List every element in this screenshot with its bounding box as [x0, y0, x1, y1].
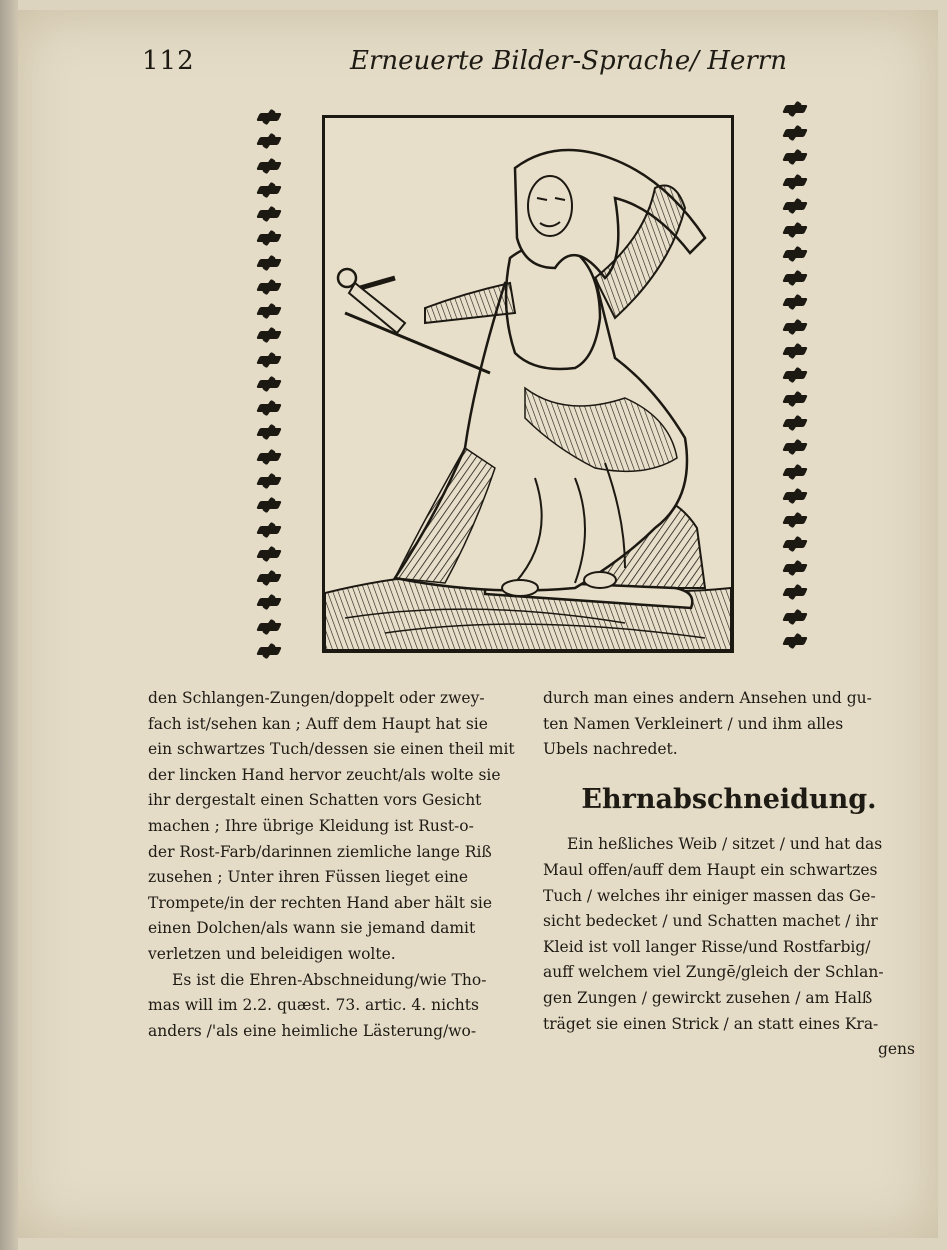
paragraph-definition — [148, 968, 520, 1045]
text-line: Es ist die Ehren-Abschneidung/wie Tho- — [172, 970, 487, 989]
text-line: den Schlangen-Zungen/doppelt oder zwey- — [148, 689, 485, 707]
ornament-icon — [782, 583, 808, 601]
ornament-icon — [782, 148, 808, 166]
ornament-icon — [782, 487, 808, 505]
ornament-icon — [782, 293, 808, 311]
text-line: Kleid ist voll langer Risse/und Rostfarbig/ — [543, 937, 871, 956]
catchword: gens — [877, 1040, 915, 1059]
ornament-icon — [256, 278, 282, 296]
ornament-icon — [256, 448, 282, 466]
text-line: ihr dergestalt einen Schatten vors Gesicht — [148, 791, 482, 810]
text-line: ein schwartzes Tuch/dessen sie einen theil mit — [148, 740, 515, 759]
ornament-icon — [256, 229, 282, 247]
ornament-icon — [782, 221, 808, 239]
ornament-icon — [782, 414, 808, 432]
ornament-icon — [256, 181, 282, 199]
ornament-icon — [782, 124, 808, 142]
ornament-icon — [256, 351, 282, 369]
text-line: fach ist/sehen kan ; Auff dem Haupt hat sie — [148, 714, 488, 733]
ornament-icon — [782, 173, 808, 191]
ornament-icon — [256, 618, 282, 636]
text-line: zusehen ; Unter ihren Füssen lieget eine — [148, 868, 469, 887]
paragraph-description — [148, 686, 520, 968]
ornament-icon — [256, 423, 282, 441]
text-line: der Rost-Farb/darinnen ziemliche lange Riß — [148, 842, 492, 861]
text-column-left — [148, 686, 520, 1044]
ornament-icon — [782, 342, 808, 360]
ornament-icon — [782, 608, 808, 626]
text-line: durch man eines andern Ansehen und gu- — [543, 689, 872, 707]
ornament-icon — [256, 521, 282, 539]
ornament-icon — [256, 399, 282, 417]
ornament-icon — [256, 593, 282, 611]
text-line: mas will im 2.2. quæst. 73. artic. 4. nichts — [148, 996, 479, 1015]
page-edge — [0, 0, 18, 1250]
ornament-icon — [256, 302, 282, 320]
ornament-icon — [256, 375, 282, 393]
text-line: ten Namen Verkleinert / und ihm alles — [543, 714, 844, 733]
ornament-icon — [782, 197, 808, 215]
ornament-icon — [782, 100, 808, 118]
ornament-icon — [782, 632, 808, 650]
ornament-icon — [256, 108, 282, 126]
ornament-icon — [782, 438, 808, 456]
page-number: 112 — [142, 46, 195, 76]
ornament-icon — [782, 559, 808, 577]
ornament-icon — [256, 545, 282, 563]
paragraph-ehrnabschneidung — [543, 832, 915, 1062]
text-line: gen Zungen / gewirckt zusehen / am Halß — [543, 988, 873, 1007]
ornament-icon — [256, 569, 282, 587]
ornament-icon — [256, 496, 282, 514]
ornament-icon — [256, 132, 282, 150]
text-line: auff welchem viel Zungē/gleich der Schlan- — [543, 963, 884, 982]
ornamental-border-left — [252, 108, 286, 660]
text-line: anders /'als eine heimliche Lästerung/wo- — [148, 1021, 477, 1040]
section-heading: Ehrnabschneidung. — [581, 783, 877, 815]
ornament-icon — [256, 326, 282, 344]
text-line: Maul offen/auff dem Haupt ein schwartzes — [543, 860, 878, 879]
text-line: Tuch / welches ihr einiger massen das Ge- — [543, 886, 876, 905]
text-line: Ein heßliches Weib / sitzet / und hat das — [567, 835, 883, 854]
ornamental-border-right — [778, 100, 812, 650]
running-title: Erneuerte Bilder-Sprache/ Herrn — [350, 46, 787, 76]
woodcut-figure-icon — [325, 118, 731, 650]
ornament-icon — [782, 318, 808, 336]
ornament-icon — [256, 205, 282, 223]
ornament-icon — [782, 511, 808, 529]
text-line: einen Dolchen/als wann sie jemand damit — [148, 919, 476, 938]
ornament-icon — [256, 254, 282, 272]
ornament-icon — [256, 472, 282, 490]
page-header — [0, 40, 947, 90]
text-line: Trompete/in der rechten Hand aber hält sie — [148, 893, 493, 912]
text-line: Ubels nachredet. — [543, 740, 678, 759]
text-line: machen ; Ihre übrige Kleidung ist Rust-o- — [148, 816, 474, 835]
text-column-right — [543, 686, 915, 1063]
ornament-icon — [782, 366, 808, 384]
text-line: verletzen und beleidigen wolte. — [148, 944, 396, 963]
text-line: sicht bedecket / und Schatten machet / ihr — [543, 912, 878, 931]
paragraph-continuation — [543, 686, 915, 763]
ornament-icon — [782, 390, 808, 408]
woodcut-illustration — [322, 115, 734, 653]
ornament-icon — [256, 642, 282, 660]
ornament-icon — [782, 245, 808, 263]
text-line: träget sie einen Strick / an statt eines Kra- — [543, 1014, 879, 1033]
ornament-icon — [782, 535, 808, 553]
ornament-icon — [256, 157, 282, 175]
ornament-icon — [782, 269, 808, 287]
text-line: der lincken Hand hervor zeucht/als wolte sie — [148, 765, 501, 784]
ornament-icon — [782, 463, 808, 481]
